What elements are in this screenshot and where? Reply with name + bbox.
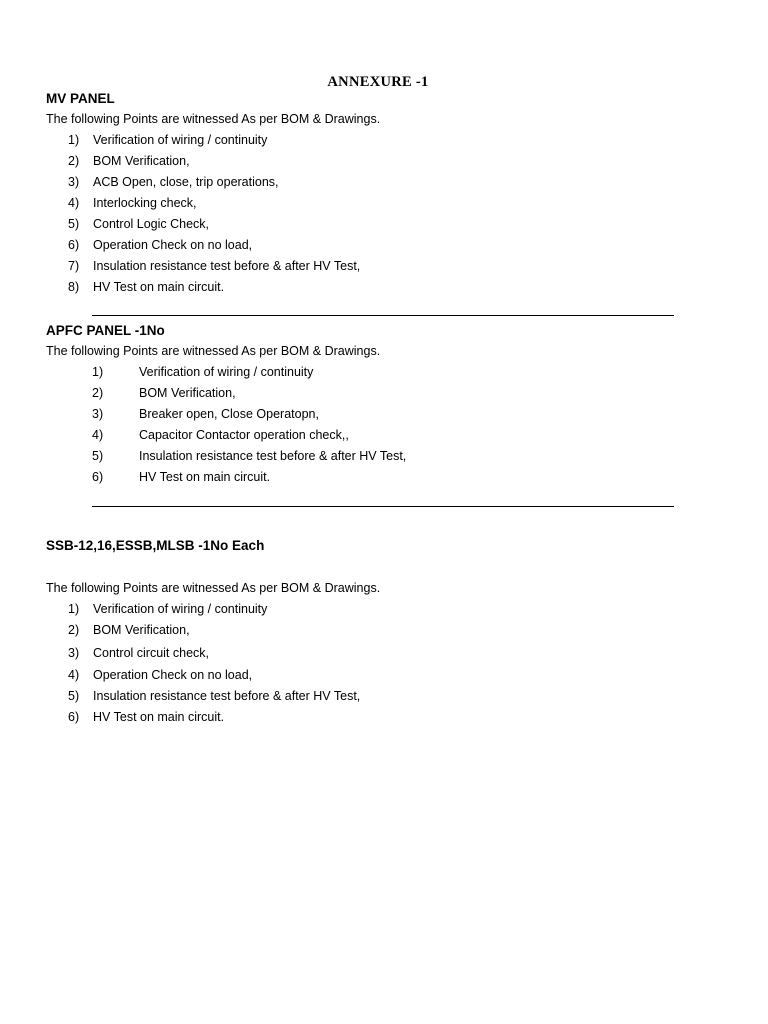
list-item — [46, 235, 686, 256]
list-item — [46, 362, 686, 383]
item-number: 5) — [68, 689, 80, 703]
section-heading: SSB-12,16,ESSB,MLSB -1No Each — [46, 538, 265, 553]
item-text: BOM Verification, — [93, 154, 190, 168]
item-text: Control Logic Check, — [93, 217, 210, 231]
item-text: Insulation resistance test before & after HV Test, — [93, 259, 361, 273]
list-item — [46, 404, 686, 425]
list-item — [46, 599, 686, 620]
item-text: Interlocking check, — [93, 196, 197, 210]
item-text: Verification of wiring / continuity — [139, 365, 314, 379]
list-item — [46, 425, 686, 446]
item-text: BOM Verification, — [139, 386, 236, 400]
list-item — [46, 707, 686, 728]
section-intro: The following Points are witnessed As per BOM & Drawings. — [46, 581, 381, 595]
section-ssb-body — [46, 578, 686, 728]
checklist — [46, 599, 686, 728]
divider-line — [92, 315, 674, 316]
list-item — [46, 172, 686, 193]
list-item — [46, 256, 686, 277]
page-title: ANNEXURE -1 — [327, 74, 429, 90]
list-item — [46, 130, 686, 151]
item-text: HV Test on main circuit. — [93, 710, 225, 724]
item-text: Breaker open, Close Operatopn, — [139, 407, 319, 421]
item-number: 3) — [68, 646, 80, 660]
item-text: ACB Open, close, trip operations, — [93, 175, 279, 189]
list-item — [46, 383, 686, 404]
item-number: 2) — [68, 154, 80, 168]
item-text: Operation Check on no load, — [93, 238, 253, 252]
list-item — [46, 193, 686, 214]
section-intro: The following Points are witnessed As per BOM & Drawings. — [46, 344, 381, 358]
list-item — [46, 277, 686, 298]
item-number: 6) — [68, 710, 80, 724]
checklist — [46, 362, 686, 488]
item-text: Insulation resistance test before & after HV Test, — [93, 689, 361, 703]
item-text: Operation Check on no load, — [93, 668, 253, 682]
checklist — [46, 130, 686, 298]
list-item — [46, 665, 686, 686]
list-item — [46, 620, 686, 641]
item-number: 6) — [92, 470, 104, 484]
item-text: Insulation resistance test before & after HV Test, — [139, 449, 407, 463]
item-text: HV Test on main circuit. — [139, 470, 271, 484]
divider-line — [92, 506, 674, 507]
list-item — [46, 467, 686, 488]
item-number: 5) — [92, 449, 104, 463]
list-item — [46, 446, 686, 467]
item-number: 4) — [92, 428, 104, 442]
item-number: 5) — [68, 217, 80, 231]
item-text: Verification of wiring / continuity — [93, 602, 268, 616]
item-text: Capacitor Contactor operation check,, — [139, 428, 349, 442]
section-apfc-panel — [46, 320, 686, 488]
item-number: 7) — [68, 259, 80, 273]
item-number: 3) — [68, 175, 80, 189]
list-item — [46, 641, 686, 665]
list-item — [46, 151, 686, 172]
item-text: Verification of wiring / continuity — [93, 133, 268, 147]
section-heading: APFC PANEL -1No — [46, 323, 165, 338]
item-text: HV Test on main circuit. — [93, 280, 225, 294]
item-number: 1) — [92, 365, 104, 379]
item-number: 4) — [68, 668, 80, 682]
item-text: Control circuit check, — [93, 646, 210, 660]
item-number: 2) — [92, 386, 104, 400]
section-intro: The following Points are witnessed As per BOM & Drawings. — [46, 112, 381, 126]
item-number: 1) — [68, 602, 80, 616]
section-heading: MV PANEL — [46, 91, 115, 106]
list-item — [46, 686, 686, 707]
section-ssb — [46, 535, 686, 556]
list-item — [46, 214, 686, 235]
item-number: 6) — [68, 238, 80, 252]
item-number: 8) — [68, 280, 80, 294]
item-number: 4) — [68, 196, 80, 210]
item-number: 2) — [68, 623, 80, 637]
section-mv-panel — [46, 88, 686, 298]
item-text: BOM Verification, — [93, 623, 190, 637]
item-number: 1) — [68, 133, 80, 147]
item-number: 3) — [92, 407, 104, 421]
